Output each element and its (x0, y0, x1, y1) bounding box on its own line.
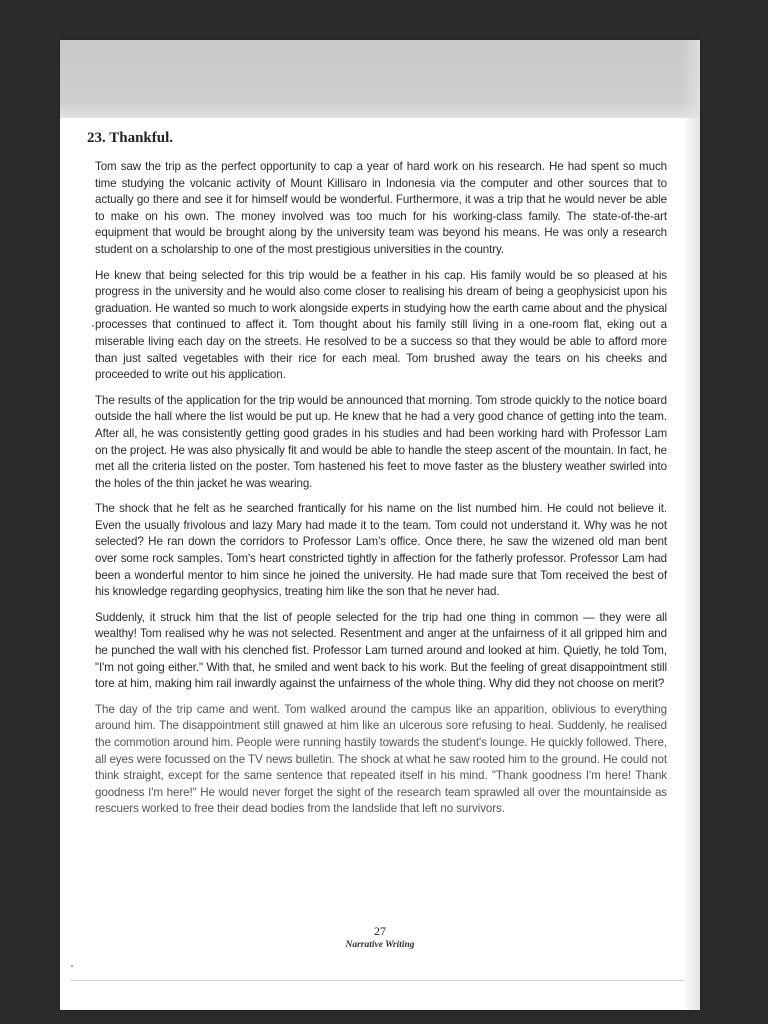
paragraph-6: The day of the trip came and went. Tom walked around the campus like an apparition, oblivious to everything around him. The disappointment still gnawed at him like an ulcerous sore refusing to heal. Suddenly, he realised the commotion around him. People were running hastily towards the student's lounge. He quickly followed. There, all eyes were focussed on the TV news bulletin. The shock at what he saw rooted him to the ground. He could not think straight, except for the same sentence that repeated itself in his mind. "Thank goodness I'm here! Thank goodness I'm here!" He would never forget the sight of the research team sprawled all over the mountainside as rescuers worked to free their dead bodies from the landslide that left no survivors. (95, 702, 667, 816)
paragraph-5: Suddenly, it struck him that the list of people selected for the trip had one thing in common — they were all wealthy! Tom realised why he was not selected. Resentment and anger at the unfairness of it all gripped him and he punched the wall with his clenched fist. Professor Lam turned around and looked at him. Quietly, he told Tom, "I'm not going either." With that, he smiled and went back to his work. But the feeling of great disappointment still tore at him, making him rail inwardly against the unfairness of the whole thing. Why did they not choose on merit? (95, 610, 667, 691)
document-page (60, 40, 700, 1010)
scan-shadow-band (60, 40, 700, 118)
scan-speck (71, 965, 73, 967)
scan-edge-band (682, 40, 700, 1010)
footer-section-title: Narrative Writing (345, 940, 415, 950)
story-content (87, 130, 667, 827)
scan-speck (92, 325, 94, 327)
paragraph-3: The results of the application for the trip would be announced that morning. Tom strode quickly to the notice board outside the hall where the list would be put up. He knew that he had a very good chance of getting into the team. After all, he was consistently getting good grades in his studies and had been working hard with Professor Lam on the project. He was also physically fit and would be able to handle the steep ascent of the mountain. In fact, he met all the criteria listed on the poster. Tom hastened his feet to move faster as the blustery weather swirled into the holes of the thin jacket he was wearing. (95, 393, 667, 490)
paragraph-2: He knew that being selected for this trip would be a feather in his cap. His family would be so pleased at his progress in the university and he would also come closer to realising his dream of being a geophysicist upon his graduation. He wanted so much to work alongside experts in studying how the earth came about and the physical processes that continued to affect it. Tom thought about his family still living in a one-room flat, eking out a miserable living each day on the streets. He resolved to be a success so that they would be able to afford more than just salted vegetables with their rice for each meal. Tom brushed away the tears on his cheeks and proceeded to write out his application. (95, 268, 667, 382)
paragraph-1: Tom saw the trip as the perfect opportunity to cap a year of hard work on his research. He had spent so much time studying the volcanic activity of Mount Killisaro in Indonesia via the computer and other sources that to actually go there and see it for himself would be wonderful. Furthermore, it was a trip that he would never be able to make on his own. The money involved was too much for his working-class family. The state-of-the-art equipment that would be brought along by the university team was beyond his means. He was only a research student on a scholarship to one of the most prestigious universities in the country. (95, 160, 667, 256)
scan-artifact-line (70, 980, 685, 981)
page-footer (60, 924, 700, 950)
story-heading: 23. Thankful. (87, 130, 174, 146)
page-number: 27 (374, 924, 386, 938)
paragraph-4: The shock that he felt as he searched frantically for his name on the list numbed him. He could not believe it. Even the usually frivolous and lazy Mary had made it to the team. Tom could not understand it. Why was he not selected? He ran down the corridors to Professor Lam's office. Once there, he saw the wizened old man bent over some rock samples. Tom's heart constricted tightly in affection for the fatherly professor. Professor Lam had been a wonderful mentor to him since he joined the university. He had made sure that Tom received the best of his knowledge regarding geophysics, treating him like the son that he never had. (95, 502, 667, 599)
